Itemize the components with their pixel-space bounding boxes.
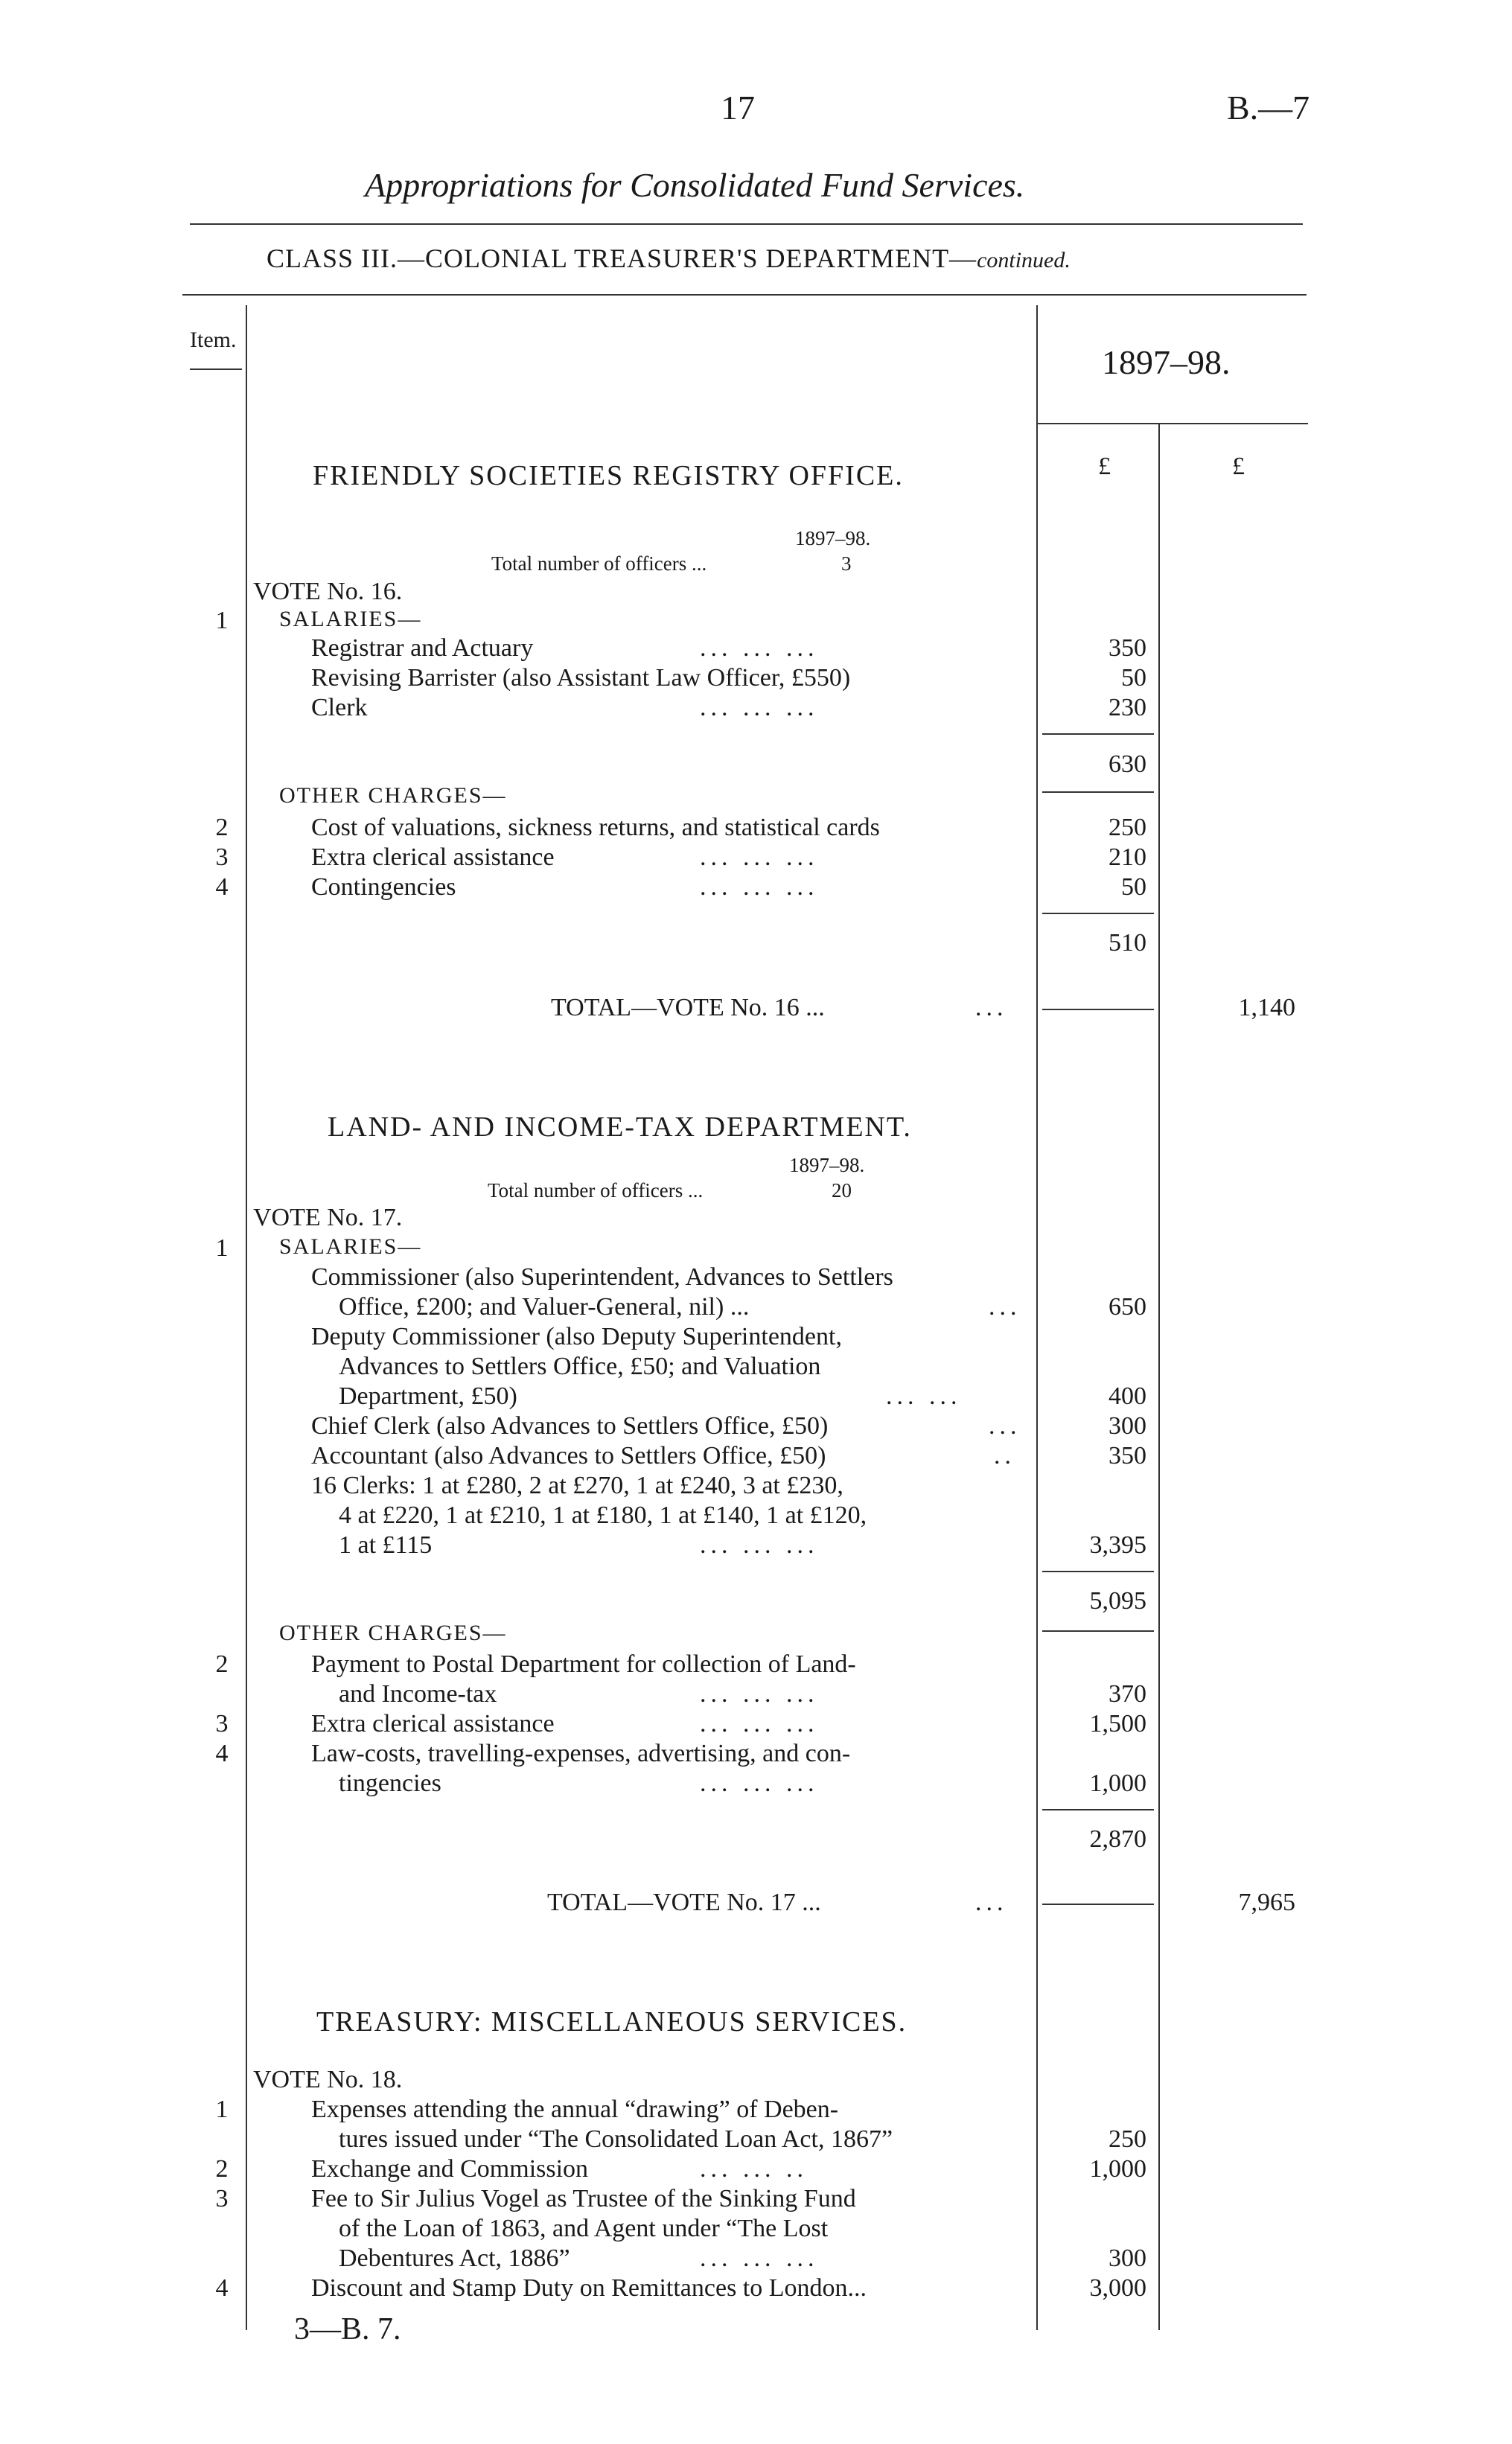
class-heading: CLASS III.—COLONIAL TREASURER'S DEPARTMENT—continued. [267,243,1071,273]
header-rule [190,223,1303,225]
subtotal-rule [1042,733,1154,735]
amount: 3,395 [1089,1531,1146,1559]
line-item-label: tingencies [339,1770,441,1797]
line-item-label: Payment to Postal Department for collection of Land- [311,1650,856,1678]
line-item-label: Clerk [311,694,368,721]
vote-heading: VOTE No. 18. [253,2066,403,2093]
leader-dots: ... ... [886,1382,962,1410]
subtotal: 630 [1109,750,1146,778]
line-item-label: Accountant (also Advances to Settlers Office, £50) [311,1442,826,1470]
amount: 370 [1109,1680,1146,1708]
page-number: 17 [721,89,755,127]
leader-dots: ... ... ... [700,873,819,901]
subtotal: 2,870 [1089,1825,1146,1853]
amount: 250 [1109,2125,1146,2153]
total-dash [1042,1904,1154,1905]
amount: 1,000 [1089,1770,1146,1797]
vote-total-label: TOTAL—VOTE No. 16 ... [551,994,825,1021]
leader-dots: ... [975,1889,1008,1916]
subtotal-rule [1042,1571,1154,1572]
line-item-label: Deputy Commissioner (also Deputy Superintendent, [311,1323,842,1350]
item-number: 3 [215,1710,229,1738]
line-item-label: Fee to Sir Julius Vogel as Trustee of the Sinking Fund [311,2185,856,2212]
item-number: 2 [215,1650,229,1678]
line-item-label: Department, £50) [339,1382,517,1410]
amount: 50 [1121,873,1146,901]
line-item-label: 4 at £220, 1 at £210, 1 at £180, 1 at £140, 1 at £120, [339,1502,867,1529]
amount: 3,000 [1089,2274,1146,2302]
amount: 1,500 [1089,1710,1146,1738]
section-title-friendly-societies: FRIENDLY SOCIETIES REGISTRY OFFICE. [313,460,904,491]
year-header-rule [1036,423,1308,424]
subtotal-column-rule [1158,424,1160,2330]
year-column-header: 1897–98. [1102,343,1231,381]
item-header-underline [190,368,242,370]
amount: 350 [1109,1442,1146,1470]
leader-dots: ... [975,994,1008,1021]
leader-dots: ... [989,1412,1021,1440]
line-item-label: tures issued under “The Consolidated Loan Act, 1867” [339,2125,893,2153]
amount: 300 [1109,2244,1146,2272]
line-item-label: Debentures Act, 1886” [339,2244,570,2272]
vote-heading: VOTE No. 17. [253,1204,403,1231]
officers-label: Total number of officers ... [491,552,707,575]
document-code: B.—7 [1227,89,1310,127]
leader-dots: ... ... ... [700,1770,819,1797]
leader-dots: ... ... ... [700,1710,819,1738]
salaries-heading: SALARIES— [279,1234,422,1259]
line-item-label: Expenses attending the annual “drawing” of Deben- [311,2096,839,2123]
line-item-label: Cost of valuations, sickness returns, and statistical cards [311,814,880,841]
amount: 300 [1109,1412,1146,1440]
leader-dots: ... ... ... [700,694,819,721]
subtotal-rule [1042,791,1154,793]
line-item-label: and Income-tax [339,1680,497,1708]
section-title-treasury: TREASURY: MISCELLANEOUS SERVICES. [316,2006,907,2038]
amount: 230 [1109,694,1146,721]
subtotal: 5,095 [1089,1587,1146,1615]
line-item-label: 16 Clerks: 1 at £280, 2 at £270, 1 at £240, 3 at £230, [311,1472,843,1499]
section-title-land-income-tax: LAND- AND INCOME-TAX DEPARTMENT. [328,1111,912,1143]
amount: 350 [1109,634,1146,662]
vote-total: 1,140 [1238,994,1295,1021]
line-item-label: Extra clerical assistance [311,843,555,871]
currency-symbol-a: £ [1098,453,1111,480]
line-item-label: Advances to Settlers Office, £50; and Valuation [339,1353,821,1380]
item-number: 2 [215,814,229,841]
line-item-label: Law-costs, travelling-expenses, advertising, and con- [311,1740,851,1767]
line-item-label: Commissioner (also Superintendent, Advances to Settlers [311,1263,893,1291]
amount: 400 [1109,1382,1146,1410]
subtotal-rule [1042,1630,1154,1632]
amount: 210 [1109,843,1146,871]
officers-year: 1897–98. [795,527,871,549]
amount: 1,000 [1089,2155,1146,2183]
item-number: 2 [215,2155,229,2183]
officers-count: 20 [832,1179,852,1202]
leader-dots: .. [994,1442,1015,1470]
table-top-rule [182,294,1307,296]
other-charges-heading: OTHER CHARGES— [279,1621,507,1645]
line-item-label: Chief Clerk (also Advances to Settlers Office, £50) [311,1412,829,1440]
leader-dots: ... [989,1293,1021,1321]
leader-dots: ... ... ... [700,634,819,662]
item-column-rule [246,305,247,2330]
printer-signature: 3—B. 7. [294,2312,401,2346]
line-item-label: Registrar and Actuary [311,634,534,662]
amount: 50 [1121,664,1146,692]
item-column-header: Item. [190,328,237,352]
line-item-label: Exchange and Commission [311,2155,589,2183]
vote-heading: VOTE No. 16. [253,578,403,605]
currency-symbol-b: £ [1232,453,1245,480]
leader-dots: ... ... ... [700,843,819,871]
vote-total-label: TOTAL—VOTE No. 17 ... [547,1889,821,1916]
line-item-label: Extra clerical assistance [311,1710,555,1738]
item-number: 3 [215,2185,229,2212]
officers-label: Total number of officers ... [488,1179,704,1202]
item-number: 4 [215,1740,229,1767]
line-item-label: of the Loan of 1863, and Agent under “The Lost [339,2215,829,2242]
line-item-label: Contingencies [311,873,456,901]
line-item-label: Discount and Stamp Duty on Remittances to London... [311,2274,867,2302]
leader-dots: ... ... ... [700,2244,819,2272]
item-number: 3 [215,843,229,871]
line-item-label: 1 at £115 [339,1531,433,1559]
vote-total: 7,965 [1238,1889,1295,1916]
item-number: 4 [215,873,229,901]
item-number: 1 [215,2096,229,2123]
officers-count: 3 [841,552,852,575]
item-number: 1 [215,1234,229,1262]
amount: 650 [1109,1293,1146,1321]
other-charges-heading: OTHER CHARGES— [279,783,507,808]
leader-dots: ... ... ... [700,1531,819,1559]
item-number: 4 [215,2274,229,2302]
leader-dots: ... ... .. [700,2155,808,2183]
officers-year: 1897–98. [789,1154,865,1176]
amount-column-rule [1036,305,1038,2330]
subtotal-rule [1042,1809,1154,1810]
subtotal: 510 [1109,929,1146,957]
amount: 250 [1109,814,1146,841]
subtotal-rule [1042,913,1154,914]
item-number: 1 [215,607,229,634]
total-dash [1042,1009,1154,1010]
line-item-label: Revising Barrister (also Assistant Law Officer, £550) [311,664,851,692]
running-title: Appropriations for Consolidated Fund Services. [365,166,1025,204]
salaries-heading: SALARIES— [279,607,422,631]
leader-dots: ... ... ... [700,1680,819,1708]
line-item-label: Office, £200; and Valuer-General, nil) ... [339,1293,750,1321]
